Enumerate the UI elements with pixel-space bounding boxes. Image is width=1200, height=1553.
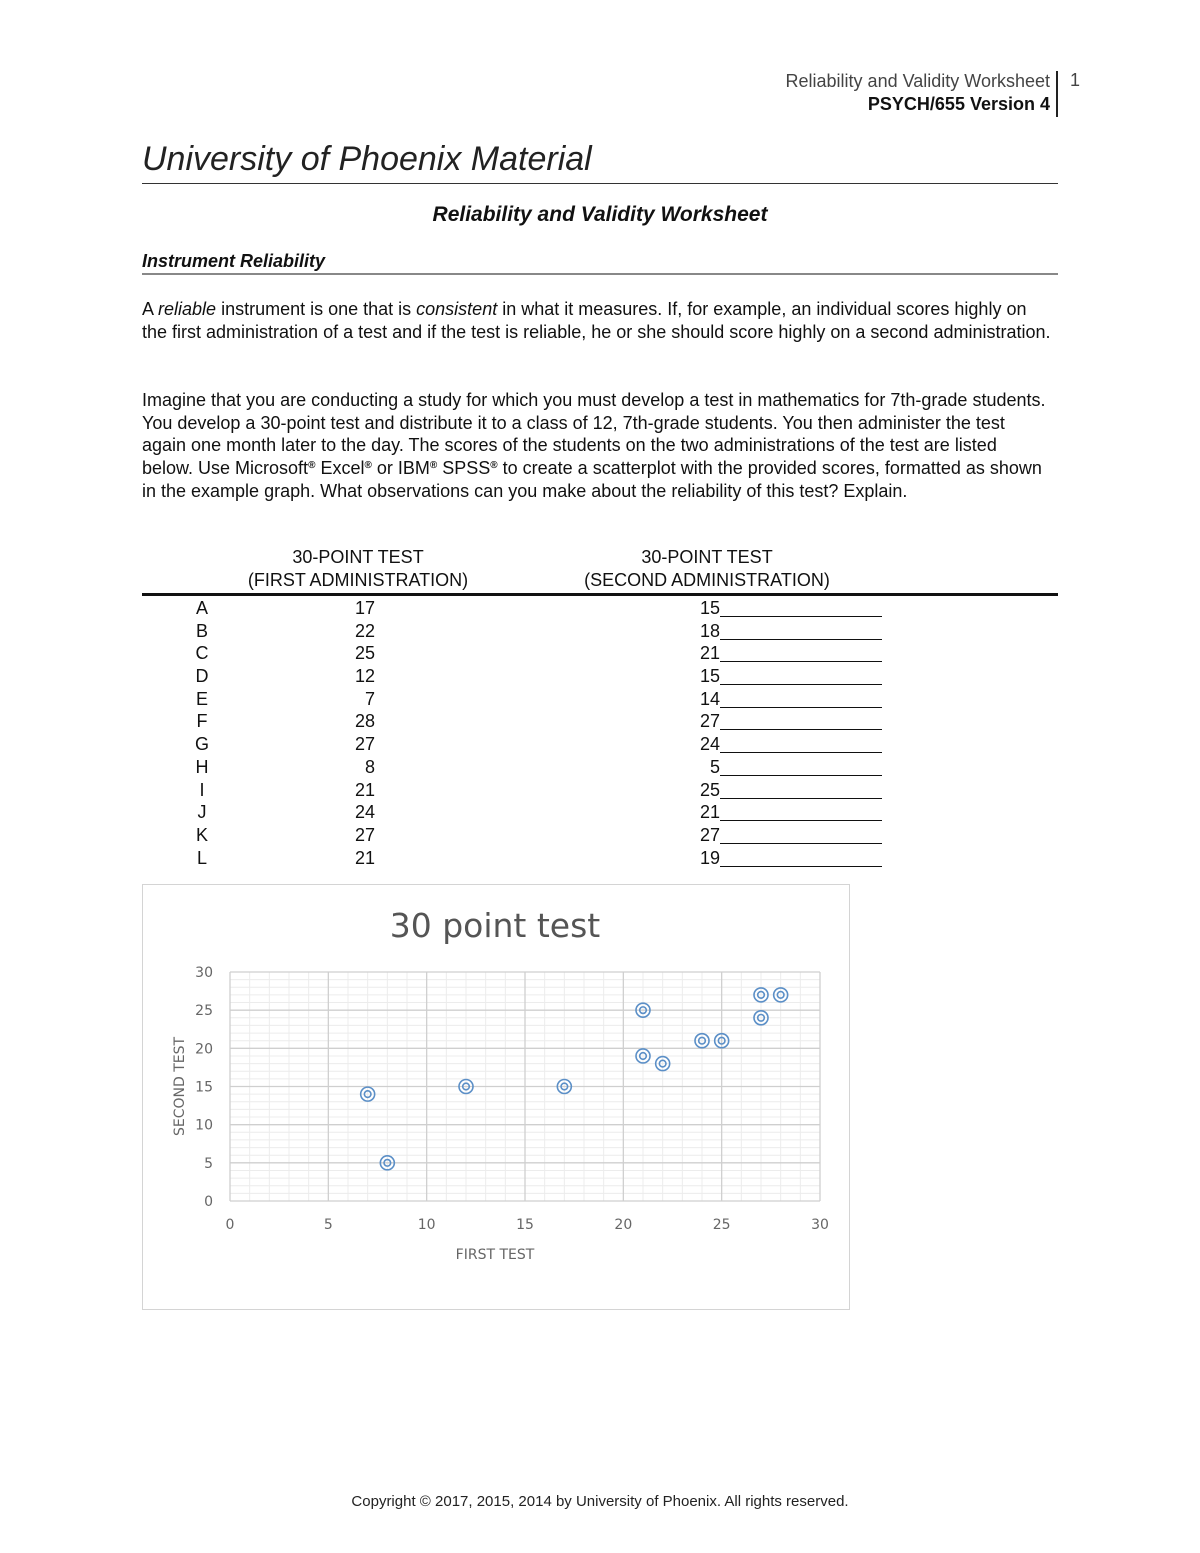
student-label: I [199, 779, 205, 800]
table-row [0, 756, 1000, 779]
x-tick-label: 20 [614, 1217, 633, 1233]
answer-blank [720, 866, 882, 867]
p2-text-a: Imagine that you are conducting a study for which you must develop a test in mathematics for 7th-grade students. You develop a 30-point test and distribute it to a class of 12, 7th-grade students. You then administer the test again one month later to the day. The scores of the students on the two administrations of the test are listed below. Use Microsoft [142, 390, 1046, 479]
table-row [0, 801, 1000, 824]
answer-blank [720, 639, 882, 640]
x-tick-label: 5 [323, 1217, 333, 1233]
registered-mark: ® [490, 460, 498, 472]
y-tick-label: 15 [195, 1079, 213, 1096]
worksheet-title: Reliability and Validity Worksheet [432, 203, 768, 226]
table-row [0, 847, 1000, 870]
student-label: G [194, 734, 209, 755]
answer-blank [720, 752, 882, 753]
table-header-second-line2: (SECOND ADMINISTRATION) [584, 569, 830, 590]
chart-title: 30 point test [389, 906, 601, 945]
student-label: J [197, 802, 207, 823]
first-score: 17 [354, 598, 375, 618]
first-score: 28 [354, 711, 375, 732]
second-score: 25 [699, 779, 720, 800]
table-row [0, 597, 1000, 620]
x-tick-label: 30 [811, 1217, 829, 1233]
answer-blank [720, 798, 882, 799]
answer-blank [720, 684, 882, 685]
answer-blank [720, 661, 882, 662]
answer-blank [720, 707, 882, 708]
p2-text-d: SPSS [437, 458, 491, 479]
first-score: 27 [354, 734, 375, 755]
table-row [0, 620, 1000, 643]
first-score: 25 [354, 643, 375, 664]
p1-text-a: A [142, 299, 159, 319]
p2-text-b: Excel [315, 458, 365, 479]
registered-mark: ® [364, 460, 372, 472]
table-header-first-line2: (FIRST ADMINISTRATION) [247, 569, 469, 590]
table-row [0, 688, 1000, 711]
x-tick-label: 25 [712, 1217, 731, 1233]
p2-text-c: or IBM [371, 458, 430, 479]
student-label: F [196, 711, 208, 732]
table-row [0, 710, 1000, 733]
student-label: D [195, 666, 209, 687]
student-label: L [196, 847, 207, 868]
p1-text-b: instrument is one that is [216, 299, 417, 319]
table-row [0, 779, 1000, 802]
student-label: E [195, 688, 208, 709]
y-tick-label: 0 [204, 1194, 213, 1210]
p1-text-c: in what it measures. If, for example, an individual scores highly on the first administration of a test and if the test is reliable, he or she should score highly on a second administration. [142, 299, 1051, 342]
y-tick-label: 10 [195, 1117, 213, 1134]
table-header-first [200, 546, 516, 591]
second-score: 15 [699, 666, 720, 687]
x-tick-label: 0 [225, 1217, 235, 1233]
scatter-chart [142, 884, 850, 1310]
scatter-chart-svg [143, 885, 849, 1309]
first-score: 21 [354, 779, 375, 800]
p2-text-e: to create a scatterplot with the provided scores, formatted as shown in the example graph. What observations can you make about the reliability of this test? Explain. [142, 458, 1042, 501]
intro-paragraph [142, 298, 1052, 343]
first-score: 24 [354, 802, 375, 823]
page-number: 1 [1070, 70, 1081, 90]
second-score: 19 [699, 847, 720, 868]
registered-mark: ® [429, 460, 438, 472]
student-label: A [195, 598, 208, 618]
header-course: PSYCH/655 Version 4 [867, 94, 1050, 114]
first-score: 27 [354, 824, 375, 845]
y-tick-label: 25 [195, 1003, 213, 1020]
second-score: 21 [699, 802, 720, 823]
y-tick-label: 5 [204, 1155, 213, 1172]
copyright-footer: Copyright © 2017, 2015, 2014 by University of Phoenix. All rights reserved. [351, 1493, 849, 1510]
running-header [786, 70, 1050, 116]
header-divider [1056, 71, 1058, 117]
x-tick-label: 15 [516, 1217, 534, 1233]
instructions-paragraph [142, 389, 1052, 503]
second-score: 21 [699, 643, 720, 664]
first-score: 22 [354, 620, 375, 641]
answer-blank [720, 843, 882, 844]
student-label: H [195, 756, 209, 777]
second-score: 18 [699, 620, 720, 641]
table-header-first-line1: 30-POINT TEST [292, 547, 424, 567]
brand-title-rule [142, 183, 1058, 184]
y-tick-label: 20 [195, 1041, 213, 1058]
p1-reliable: reliable [158, 299, 217, 319]
answer-blank [720, 616, 882, 617]
table-row [0, 733, 1000, 756]
second-score: 24 [699, 734, 720, 755]
answer-blank [720, 775, 882, 776]
second-score: 27 [699, 711, 720, 732]
registered-mark: ® [308, 460, 316, 472]
x-axis-label: FIRST TEST [455, 1247, 535, 1263]
second-score: 14 [699, 688, 720, 709]
section-heading: Instrument Reliability [142, 251, 326, 271]
answer-blank [720, 729, 882, 730]
table-header-second [552, 546, 862, 591]
first-score: 8 [364, 756, 375, 777]
second-score: 15 [699, 598, 720, 618]
table-row [0, 665, 1000, 688]
second-score: 5 [709, 756, 720, 777]
y-tick-label: 30 [195, 965, 213, 981]
table-rule [142, 593, 1058, 596]
student-label: C [195, 643, 209, 664]
y-axis-label: SECOND TEST [172, 1036, 188, 1137]
student-label: B [195, 620, 208, 641]
student-label: K [195, 824, 208, 845]
scores-table [0, 597, 1000, 869]
table-header-second-line1: 30-POINT TEST [641, 547, 773, 567]
second-score: 27 [699, 824, 720, 845]
section-rule [142, 273, 1058, 275]
x-tick-label: 10 [417, 1217, 436, 1233]
table-row [0, 642, 1000, 665]
first-score: 12 [354, 666, 375, 687]
first-score: 7 [364, 688, 375, 709]
answer-blank [720, 820, 882, 821]
header-doc-title: Reliability and Validity Worksheet [785, 71, 1050, 91]
brand-title: University of Phoenix Material [142, 140, 592, 178]
first-score: 21 [354, 847, 375, 868]
table-row [0, 824, 1000, 847]
p1-consistent: consistent [416, 299, 498, 319]
